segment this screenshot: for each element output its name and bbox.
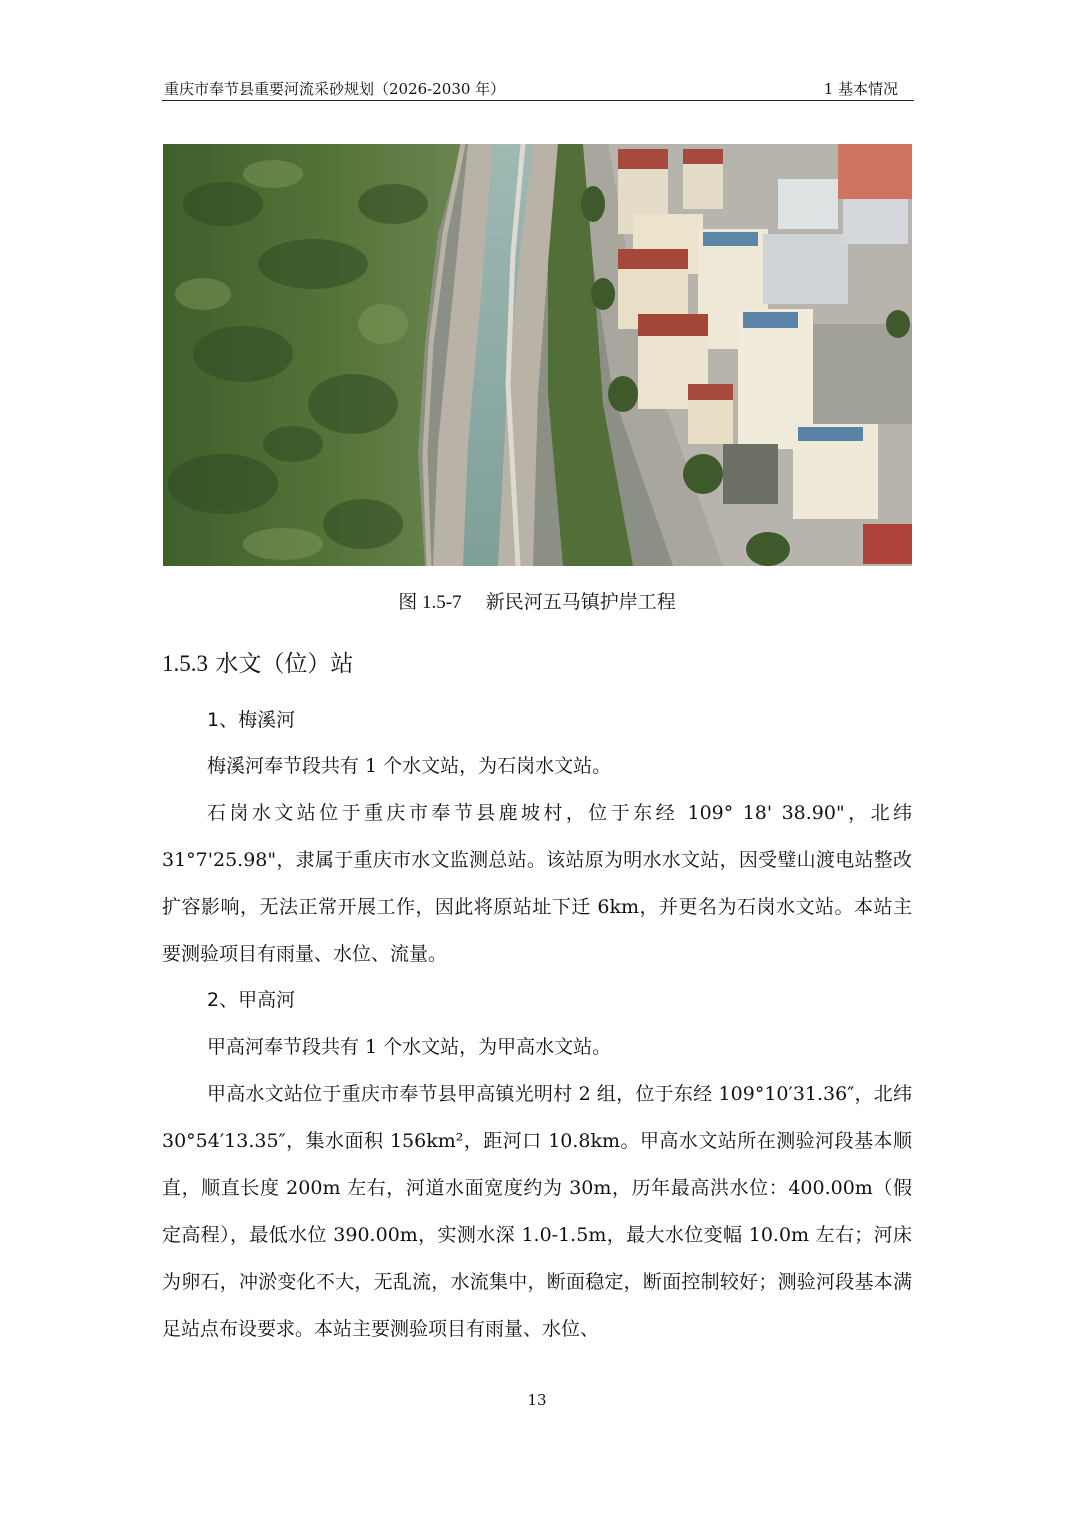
paragraph: 石岗水文站位于重庆市奉节县鹿坡村，位于东经 109° 18' 38.90"，北纬 31°7'25.98"，隶属于重庆市水文监测总站。该站原为明水水文站，因受璧山渡电站整改扩容影响，无法正常开展工作，因此将原站址下迁 6km，并更名为石岗水文站。本站主要测验项目有雨量、水位、流量。: [162, 802, 912, 965]
section-number: 1.5.3: [162, 651, 208, 676]
figure-caption: [0, 587, 1074, 614]
river-heading: 2、甲高河: [207, 989, 296, 1011]
header-chapter: 1 基本情况: [823, 80, 898, 98]
figure-aerial-photo: [163, 144, 912, 566]
header-document-title: 重庆市奉节县重要河流采砂规划（2026-2030 年）: [164, 80, 506, 98]
page-number: 13: [527, 1391, 547, 1409]
figure-label: 图 1.5-7: [398, 592, 462, 613]
running-header: [162, 76, 914, 101]
paragraph: 甲高水文站位于重庆市奉节县甲高镇光明村 2 组，位于东经 109°10′31.36″，北纬 30°54′13.35″，集水面积 156km²，距河口 10.8km。甲高水文站所在测验河段基本顺直，顺直长度 200m 左右，河道水面宽度约为 30m，历年最高洪水位：400.00m（假定高程），最低水位 390.00m，实测水深 1.0-1.5m，最大水位变幅 10.0m 左右；河床为卵石，冲淤变化不大，无乱流，水流集中，断面稳定，断面控制较好；测验河段基本满足站点布设要求。本站主要测验项目有雨量、水位、: [162, 1083, 912, 1340]
figure-title: 新民河五马镇护岸工程: [485, 591, 676, 613]
river-heading: 1、梅溪河: [207, 709, 296, 731]
section-title: 水文（位）站: [215, 651, 354, 677]
paragraph: 梅溪河奉节段共有 1 个水文站，为石岗水文站。: [207, 755, 612, 777]
paragraph: 甲高河奉节段共有 1 个水文站，为甲高水文站。: [207, 1036, 612, 1058]
section-heading: [162, 645, 353, 678]
